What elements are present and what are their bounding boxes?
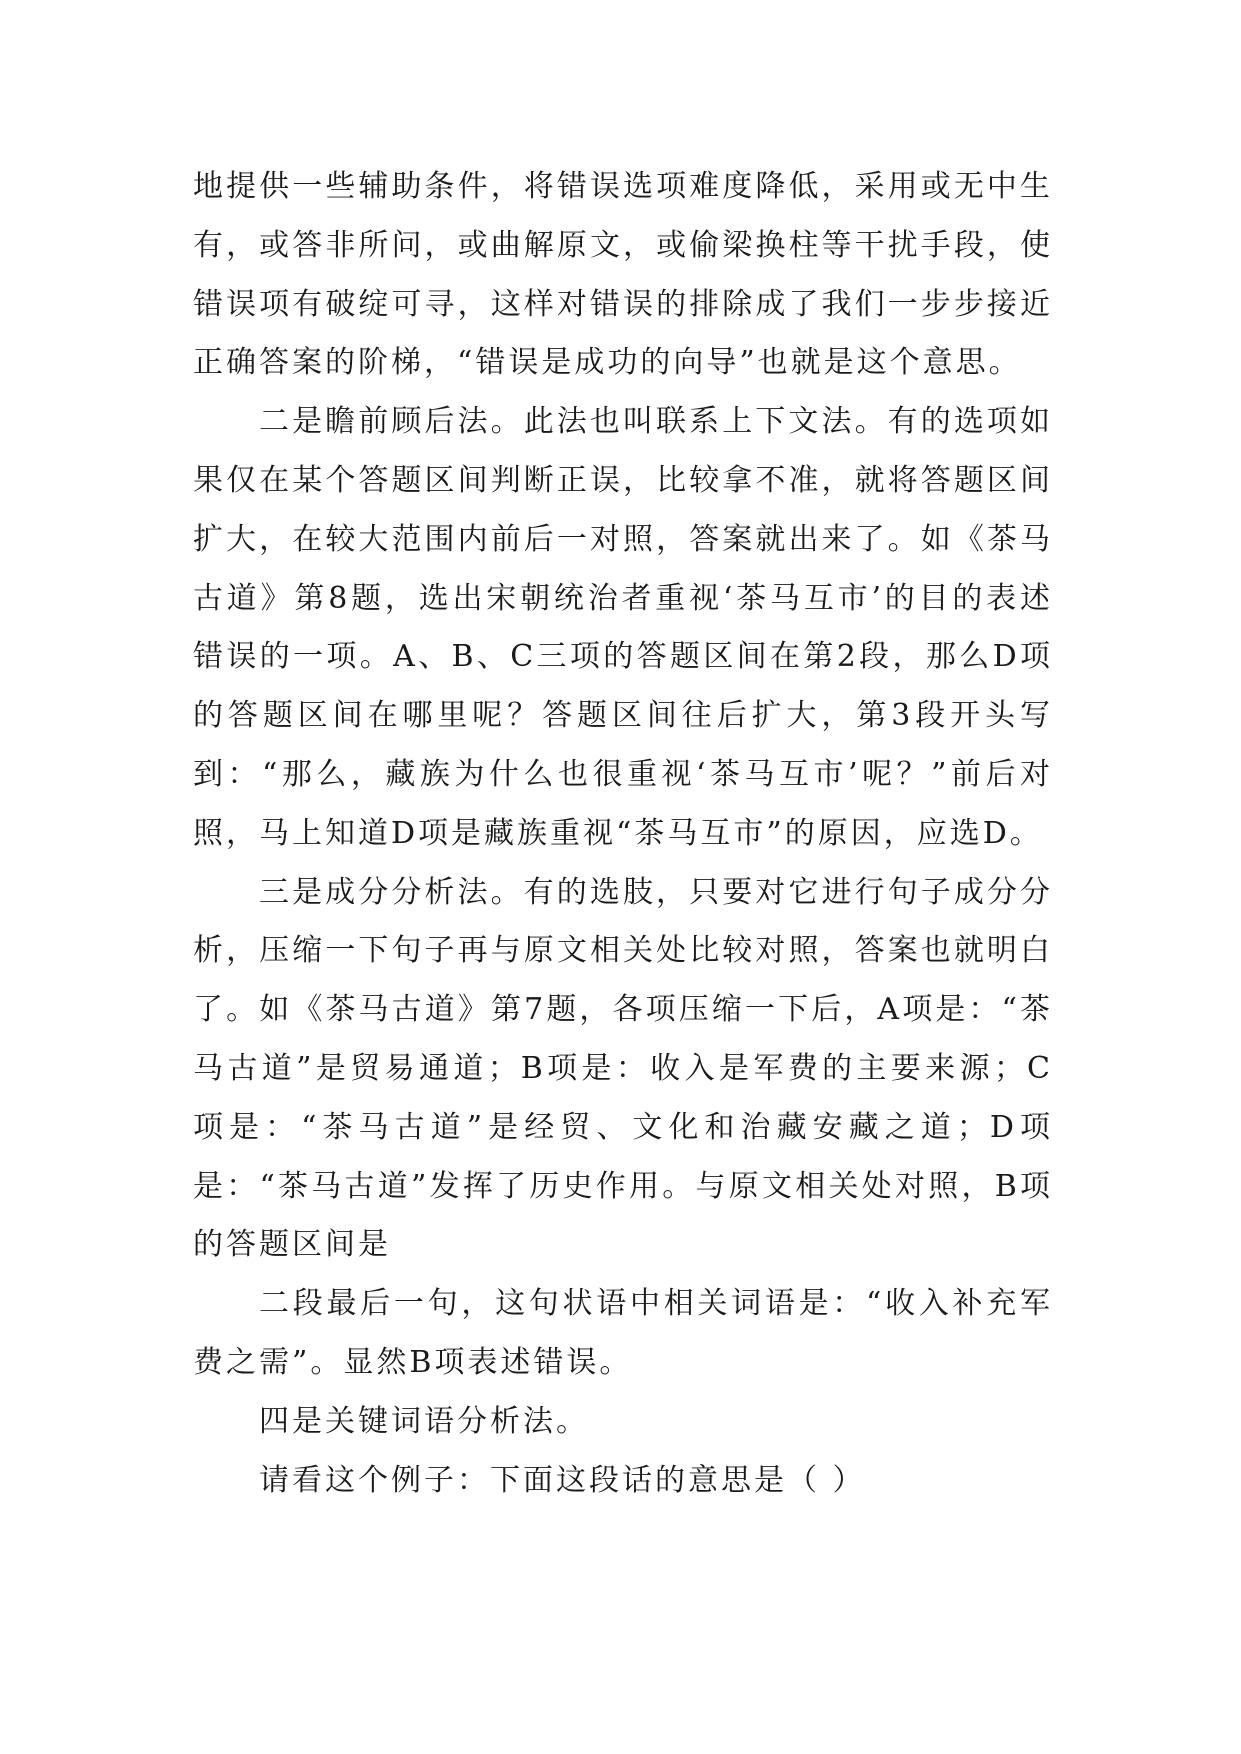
document-body (193, 158, 1053, 1510)
paragraph-5: 四是关键词语分析法。 (259, 1403, 589, 1439)
paragraph-4: 二段最后一句，这句状语中相关词语是：“收入补充军费之需”。显然B项表述错误。 (193, 1286, 1053, 1380)
paragraph-1: 地提供一些辅助条件，将错误选项难度降低，采用或无中生有，或答非所问，或曲解原文，或偷梁换柱等干扰手段，使错误项有破绽可寻，这样对错误的排除成了我们一步步接近正确答案的阶梯，“错误是成功的向导”也就是这个意思。 (193, 169, 1053, 381)
paragraph-6: 请看这个例子：下面这段话的意思是（ ） (259, 1462, 866, 1498)
paragraph-2: 二是瞻前顾后法。此法也叫联系上下文法。有的选项如果仅在某个答题区间判断正误，比较拿不准，就将答题区间扩大，在较大范围内前后一对照，答案就出来了。如《茶马古道》第8题，选出宋朝统治者重视‘茶马互市’的目的表述错误的一项。A、B、C三项的答题区间在第2段，那么D项的答题区间在哪里呢？答题区间往后扩大，第3段开头写到：“那么，藏族为什么也很重视‘茶马互市’呢？”前后对照，马上知道D项是藏族重视“茶马互市”的原因，应选D。 (193, 404, 1053, 851)
paragraph-3: 三是成分分析法。有的选肢，只要对它进行句子成分分析，压缩一下句子再与原文相关处比较对照，答案也就明白了。如《茶马古道》第7题，各项压缩一下后，A项是：“茶马古道”是贸易通道；B项是：收入是军费的主要来源；C项是：“茶马古道”是经贸、文化和治藏安藏之道；D项是：“茶马古道”发挥了历史作用。与原文相关处对照，B项的答题区间是 (193, 874, 1053, 1263)
